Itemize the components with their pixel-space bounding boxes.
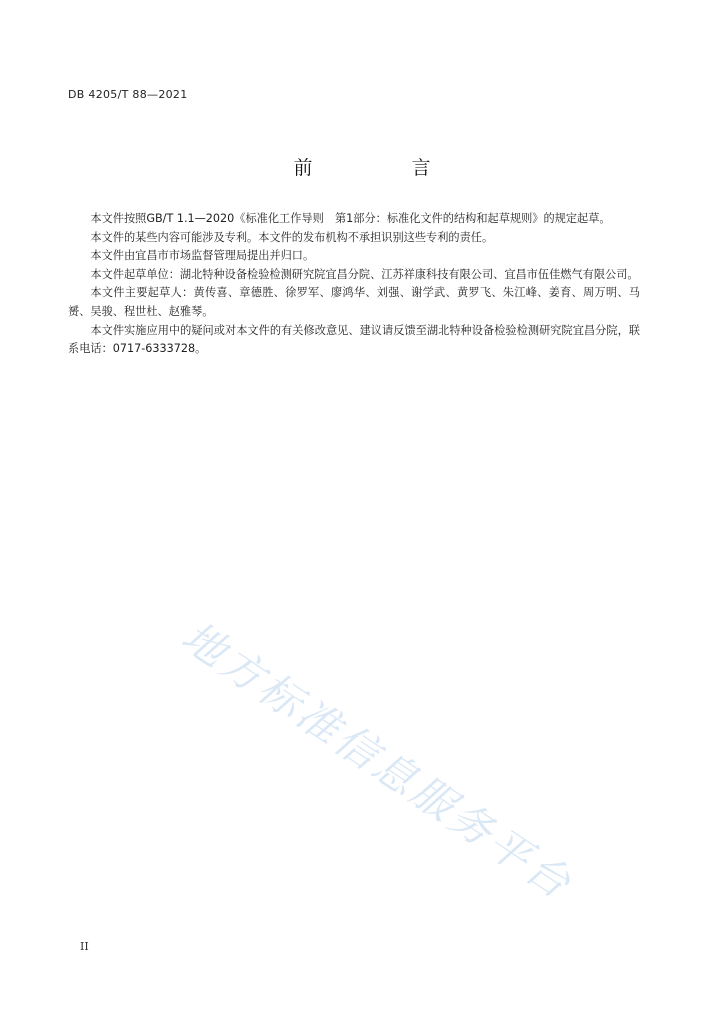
paragraph-patent-notice: 本文件的某些内容可能涉及专利。本文件的发布机构不承担识别这些专利的责任。 [90, 230, 494, 244]
standard-code: DB 4205/T 88—2021 [68, 88, 188, 101]
paragraph-drafting-rules: 本文件按照GB/T 1.1—2020《标准化工作导则 第1部分：标准化文件的结构和起草规则》的规定起草。 [90, 212, 611, 225]
paragraph-drafters: 本文件主要起草人：黄传喜、章德胜、徐罗军、廖鸿华、刘强、谢学武、黄罗飞、朱江峰、姜育、周万明、马赟、吴骏、程世杜、赵雅琴。 [68, 286, 640, 318]
foreword-body [68, 210, 640, 359]
page-number: II [80, 940, 89, 953]
paragraph-drafting-units: 本文件起草单位：湖北特种设备检验检测研究院宜昌分院、江苏祥康科技有限公司、宜昌市伍佳燃气有限公司。 [90, 267, 639, 281]
paragraph-feedback-contact: 本文件实施应用中的疑问或对本文件的有关修改意见、建议请反馈至湖北特种设备检验检测研究院宜昌分院，联系电话：0717-6333728。 [68, 323, 640, 356]
paragraph-proposer: 本文件由宜昌市市场监督管理局提出并归口。 [90, 249, 315, 263]
page-title: 前 言 [293, 157, 471, 179]
watermark: 地方标准信息服务平台 [173, 611, 582, 910]
